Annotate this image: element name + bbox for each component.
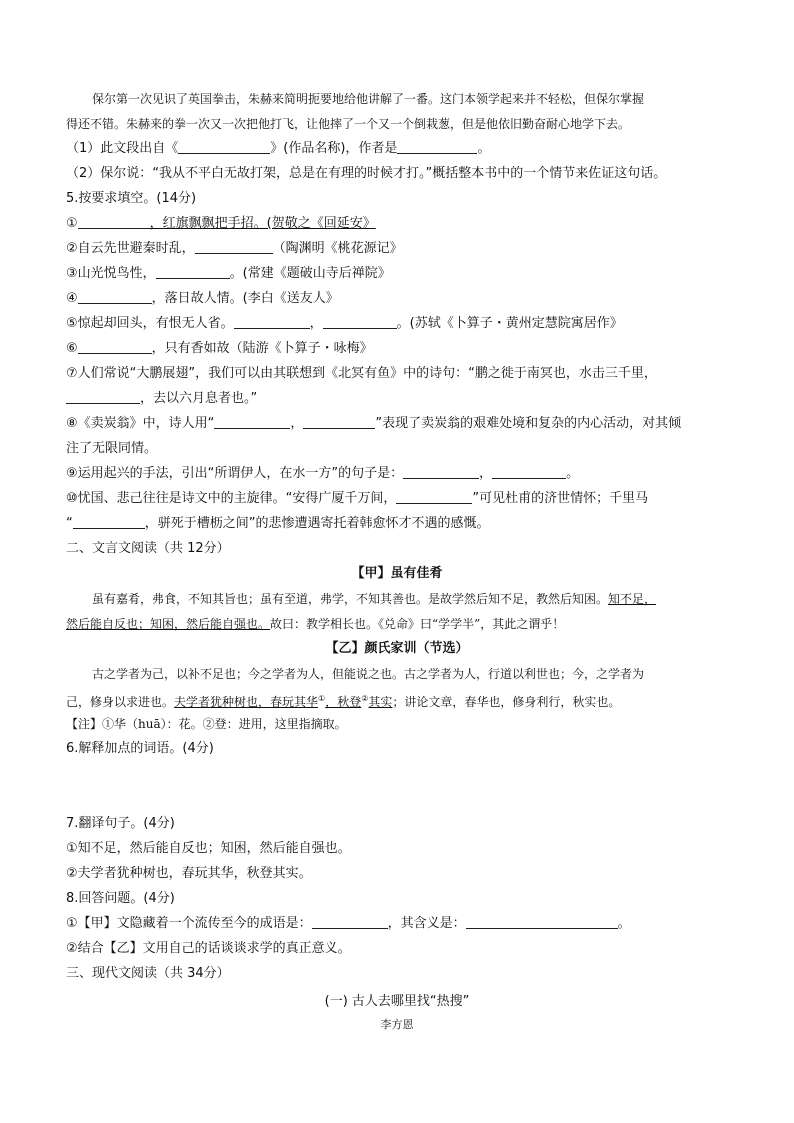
article-author: 李方恩 <box>380 1018 414 1031</box>
answer-blank[interactable] <box>492 464 566 479</box>
answer-blank[interactable] <box>195 239 273 254</box>
question-5-item-5: ⑤惊起却回头，有恨无人省。 ， 。(苏轼《卜算子・黄州定慧院寓居作》 <box>66 316 623 331</box>
passage-jia-line-1: 虽有嘉肴，弗食，不知其旨也；虽有至道，弗学，不知其善也。是故学然后知不足，教然后知困。知不足， <box>92 592 657 606</box>
answer-blank[interactable] <box>78 214 150 229</box>
passage-yi-line-2: 己，修身以求进也。夫学者犹种树也，春玩其华①，秋登②其实；讲论文章，春华也，修身利行，秋实也。 <box>66 694 621 709</box>
question-5-item-2: ②自云先世避秦时乱， （陶渊明《桃花源记》 <box>66 241 403 256</box>
question-7-sentence-2: ②夫学者犹种树也，春玩其华，秋登其实。 <box>66 866 312 881</box>
answer-blank[interactable] <box>156 264 230 279</box>
question-5-item-7-cont: ，去以六月息者也。” <box>66 389 734 409</box>
answer-blank[interactable] <box>234 314 310 329</box>
annotation-note: 【注】①华（huā）：花。②登：进用，这里指摘取。 <box>66 717 347 731</box>
answer-blank[interactable] <box>214 414 290 429</box>
answer-blank[interactable] <box>66 389 140 404</box>
article-title: (一) 古人去哪里找“热搜” <box>324 994 470 1009</box>
question-8-2: ②结合【乙】文用自己的话谈谈求学的真正意义。 <box>66 941 351 956</box>
passage-line-1: 保尔第一次见识了英国拳击，朱赫来简明扼要地给他讲解了一番。这门本领学起来并不轻松，但保尔掌握 <box>92 92 645 106</box>
passage-yi-line-1: 古之学者为己，以补不足也；今之学者为人，但能说之也。古之学者为人，行道以利世也；今，之学者为 <box>92 667 645 681</box>
answer-blank-work-title[interactable] <box>178 139 270 154</box>
question-5-item-3: ③山光悦鸟性， 。(常建《题破山寺后禅院》 <box>66 266 391 281</box>
passage-jia-title: 【甲】虽有佳肴 <box>351 566 443 581</box>
answer-blank[interactable] <box>73 514 145 529</box>
question-4-2: （2）保尔说：“我从不平白无故打架，总是在有理的时候才打。”概括整本书中的一个情节来佐证这句话。 <box>66 166 667 181</box>
question-5-item-10-cont: “ ，骈死于槽枥之间”的悲惨遭遇寄托着韩愈怀才不遇的感慨。 <box>66 516 490 531</box>
answer-blank-meaning[interactable] <box>466 914 618 929</box>
question-8-1: ①【甲】文隐藏着一个流传至今的成语是： ，其含义是： 。 <box>66 916 631 931</box>
question-6-title: 6.解释加点的词语。(4分) <box>66 741 214 756</box>
answer-blank[interactable] <box>303 414 375 429</box>
answer-blank-author[interactable] <box>397 139 477 154</box>
question-5-item-4: ④ ，落日故人情。(李白《送友人》 <box>66 291 339 306</box>
question-5-item-1: ① ，红旗飘飘把手招。(贺敬之《回延安》 <box>66 216 376 231</box>
question-4-1: （1）此文段出自《 》(作品名称)，作者是 。 <box>66 141 491 156</box>
question-8-title: 8.回答问题。(4分) <box>66 891 175 906</box>
section-2-heading: 二、文言文阅读（共 12分） <box>66 541 230 556</box>
passage-yi-title: 【乙】颜氏家训（节选） <box>325 641 469 656</box>
question-5-item-8-cont: 注了无限同情。 <box>66 441 158 456</box>
answer-blank[interactable] <box>78 289 152 304</box>
question-5-item-7: ⑦人们常说“大鹏展翅”，我们可以由其联想到《北冥有鱼》中的诗句：“鹏之徙于南冥也，水击三千里， <box>66 366 657 381</box>
answer-blank-idiom[interactable] <box>312 914 388 929</box>
question-5-item-6: ⑥ ，只有香如故（陆游《卜算子・咏梅》 <box>66 341 373 356</box>
question-7-sentence-1: ①知不足，然后能自反也；知困，然后能自强也。 <box>66 841 351 856</box>
question-5-title: 5.按要求填空。(14分) <box>66 191 197 206</box>
answer-blank[interactable] <box>323 314 397 329</box>
question-7-title: 7.翻译句子。(4分) <box>66 816 175 831</box>
passage-jia-line-2: 然后能自反也；知困，然后能自强也。故曰：教学相长也。《兑命》曰“学学半”，其此之谓乎！ <box>66 617 565 631</box>
answer-blank[interactable] <box>403 464 479 479</box>
passage-line-2: 得还不错。朱赫来的拳一次又一次把他打飞，让他摔了一个又一个倒栽葱，但是他依旧勤奋耐心地学下去。 <box>66 117 631 131</box>
section-3-heading: 三、现代文阅读（共 34分） <box>66 966 230 981</box>
question-5-item-8: ⑧《卖炭翁》中，诗人用“ ， ”表现了卖炭翁的艰难处境和复杂的内心活动，对其倾 <box>66 416 682 431</box>
answer-blank[interactable] <box>396 489 472 504</box>
answer-blank[interactable] <box>78 339 152 354</box>
question-5-item-10: ⑩忧国、悲己往往是诗文中的主旋律。“安得广厦千万间， ”可见杜甫的济世情怀；千里马 <box>66 491 649 506</box>
question-5-item-9: ⑨运用起兴的手法，引出“所谓伊人，在水一方”的句子是： ， 。 <box>66 466 580 481</box>
